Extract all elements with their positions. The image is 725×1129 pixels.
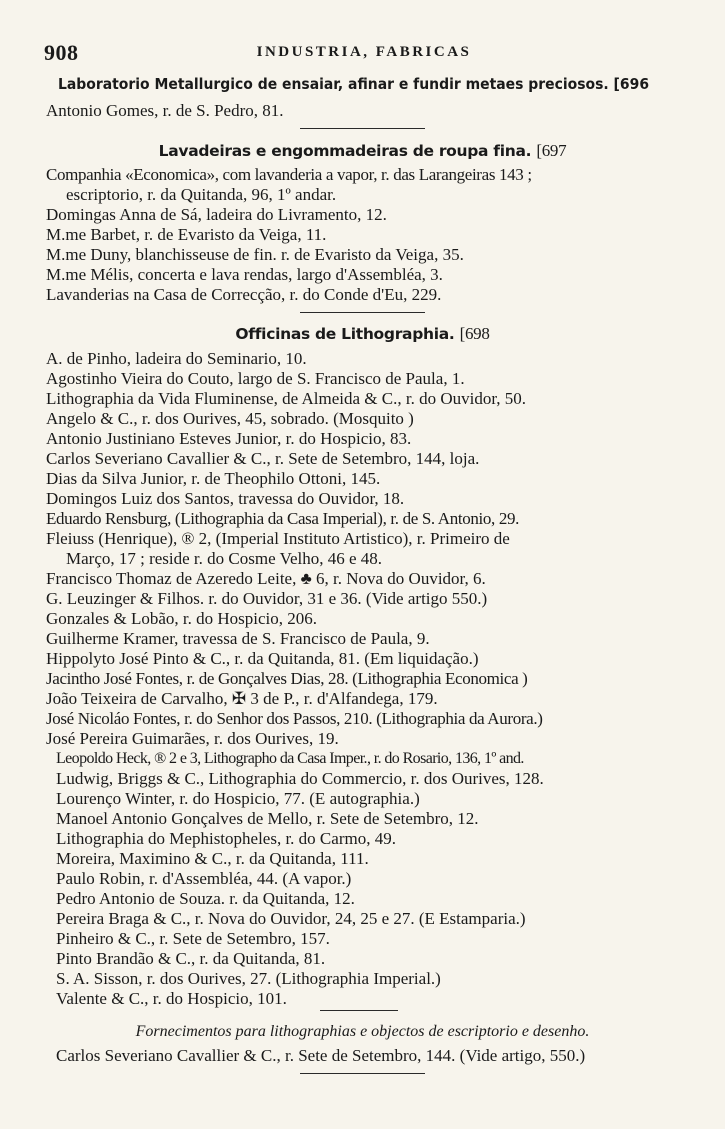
intro-entry: Antonio Gomes, r. de S. Pedro, 81.	[46, 101, 284, 120]
list-item: S. A. Sisson, r. dos Ourives, 27. (Lithographia Imperial.)	[56, 969, 441, 988]
supplies-heading: Fornecimentos para lithographias e objectos de escriptorio e desenho.	[135, 1023, 590, 1040]
list-item: Lourenço Winter, r. do Hospicio, 77. (E autographia.)	[56, 789, 420, 808]
section-title-text: Officinas de Lithographia.	[235, 325, 455, 343]
section-code: [697	[536, 141, 567, 160]
list-item: Ludwig, Briggs & C., Lithographia do Commercio, r. dos Ourives, 128.	[56, 769, 544, 788]
list-item: Guilherme Kramer, travessa de S. Francisco de Paula, 9.	[46, 629, 430, 648]
list-item: João Teixeira de Carvalho, ✠ 3 de P., r. d'Alfandega, 179.	[46, 689, 438, 708]
list-item: Fleiuss (Henrique), ® 2, (Imperial Instituto Artistico), r. Primeiro de	[46, 529, 510, 548]
supplies-entry: Carlos Severiano Cavallier & C., r. Sete de Setembro, 144. (Vide artigo, 550.)	[56, 1046, 586, 1065]
list-item: Lithographia da Vida Fluminense, de Almeida & C., r. do Ouvidor, 50.	[46, 389, 527, 408]
list-item: Dias da Silva Junior, r. de Theophilo Ottoni, 145.	[46, 469, 381, 488]
list-item: Valente & C., r. do Hospicio, 101.	[56, 989, 287, 1008]
running-head: INDUSTRIA, FABRICAS	[256, 44, 472, 60]
section-divider	[300, 312, 425, 313]
list-item: Março, 17 ; reside r. do Cosme Velho, 46 e 48.	[66, 549, 383, 568]
section-title-lavadeiras	[0, 141, 725, 161]
section-divider	[320, 1010, 398, 1011]
list-item: José Pereira Guimarães, r. dos Ourives, 19.	[46, 729, 339, 748]
list-item: A. de Pinho, ladeira do Seminario, 10.	[46, 349, 307, 368]
list-item: Pinheiro & C., r. Sete de Setembro, 157.	[56, 929, 330, 948]
list-item: Angelo & C., r. dos Ourives, 45, sobrado. (Mosquito )	[46, 409, 414, 428]
list-item: Moreira, Maximino & C., r. da Quitanda, 111.	[56, 849, 369, 868]
section-code: [698	[459, 324, 490, 343]
list-item: Gonzales & Lobão, r. do Hospicio, 206.	[46, 609, 318, 628]
page-header	[44, 40, 684, 66]
list-item: M.me Mélis, concerta e lava rendas, largo d'Assembléa, 3.	[46, 265, 443, 284]
list-item: Companhia «Economica», com lavanderia a vapor, r. das Larangeiras 143 ;	[46, 165, 532, 184]
list-item: Antonio Justiniano Esteves Junior, r. do Hospicio, 83.	[46, 429, 412, 448]
section-title-lithographia	[0, 324, 725, 344]
list-item: Pedro Antonio de Souza. r. da Quitanda, 12.	[56, 889, 355, 908]
list-item: Pereira Braga & C., r. Nova do Ouvidor, 24, 25 e 27. (E Estamparia.)	[56, 909, 526, 928]
list-item: Eduardo Rensburg, (Lithographia da Casa Imperial), r. de S. Antonio, 29.	[46, 509, 520, 528]
section-divider	[300, 1073, 425, 1074]
list-item: escriptorio, r. da Quitanda, 96, 1º andar.	[66, 185, 337, 204]
list-item: Domingos Luiz dos Santos, travessa do Ouvidor, 18.	[46, 489, 405, 508]
list-item: Agostinho Vieira do Couto, largo de S. Francisco de Paula, 1.	[46, 369, 465, 388]
section-divider	[300, 128, 425, 129]
list-item: Jacintho José Fontes, r. de Gonçalves Dias, 28. (Lithographia Economica )	[46, 669, 528, 688]
list-item: M.me Duny, blanchisseuse de fin. r. de Evaristo da Veiga, 35.	[46, 245, 464, 264]
list-item: Hippolyto José Pinto & C., r. da Quitanda, 81. (Em liquidação.)	[46, 649, 479, 668]
list-item: Lithographia do Mephistopheles, r. do Carmo, 49.	[56, 829, 396, 848]
intro-heading: Laboratorio Metallurgico de ensaiar, afinar e fundir metaes preciosos. [696	[58, 75, 650, 93]
section-title-text: Lavadeiras e engommadeiras de roupa fina.	[158, 142, 532, 160]
list-item: José Nicoláo Fontes, r. do Senhor dos Passos, 210. (Lithographia da Aurora.)	[46, 709, 543, 728]
list-item: Domingas Anna de Sá, ladeira do Livramento, 12.	[46, 205, 387, 224]
list-item: Carlos Severiano Cavallier & C., r. Sete de Setembro, 144, loja.	[46, 449, 480, 468]
list-item: Francisco Thomaz de Azeredo Leite, ♣ 6, r. Nova do Ouvidor, 6.	[46, 569, 486, 588]
list-item: Manoel Antonio Gonçalves de Mello, r. Sete de Setembro, 12.	[56, 809, 479, 828]
list-item: M.me Barbet, r. de Evaristo da Veiga, 11.	[46, 225, 327, 244]
list-item: Leopoldo Heck, ® 2 e 3, Lithographo da Casa Imper., r. do Rosario, 136, 1º and.	[56, 750, 524, 767]
list-item: G. Leuzinger & Filhos. r. do Ouvidor, 31 e 36. (Vide artigo 550.)	[46, 589, 488, 608]
page-number: 908	[44, 40, 79, 65]
list-item: Lavanderias na Casa de Correcção, r. do Conde d'Eu, 229.	[46, 285, 442, 304]
list-item: Pinto Brandão & C., r. da Quitanda, 81.	[56, 949, 326, 968]
list-item: Paulo Robin, r. d'Assembléa, 44. (A vapor.)	[56, 869, 352, 888]
